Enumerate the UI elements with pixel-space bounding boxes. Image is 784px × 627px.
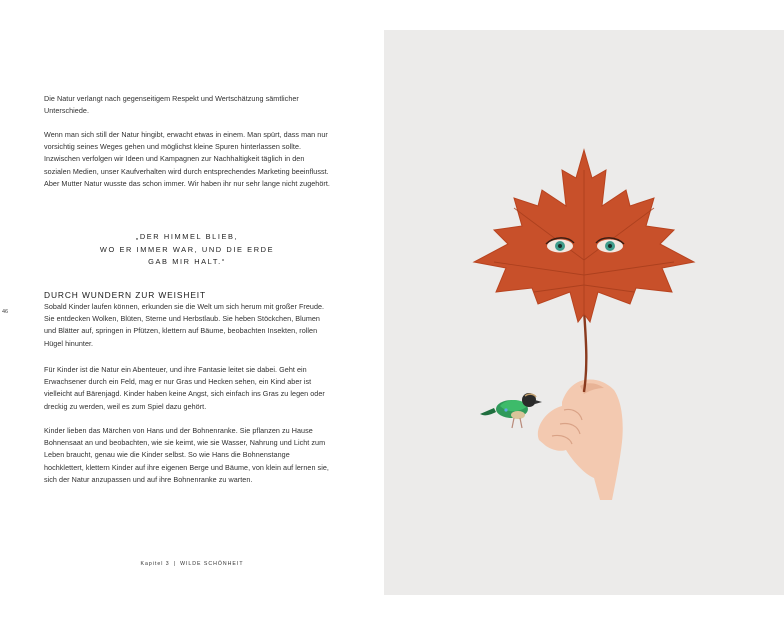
running-footer — [100, 561, 284, 567]
section-heading: DURCH WUNDERN ZUR WEISHEIT — [44, 290, 207, 300]
paragraph-beanstalk: Kinder lieben das Märchen von Hans und der Bohnenranke. Sie pflanzen zu Hause Bohnensaat an und beobachten, wie sie keimt, wie sie Wasser, Nahrung und Licht zum Leben braucht, genau wie die Kinder selbst. So wie Hans die Bohnenstange hochklettert, klettern Kinder auf ihre eigenen Berge und Bäume, von klein auf lernen sie, sich der Natur anzupassen und auf ihre Bohnenranke zu warten. — [44, 426, 329, 484]
footer-chapter: Kapitel 3 — [140, 561, 170, 567]
left-page — [0, 0, 384, 627]
leaf-stem — [584, 310, 586, 392]
paragraph-respect: Die Natur verlangt nach gegenseitigem Respekt und Wertschätzung sämtlicher Unterschiede. — [44, 94, 299, 116]
paragraph-nature-stillness: Wenn man sich still der Natur hingibt, erwacht etwas in einem. Man spürt, dass man nur vorsichtig seines Weges gehen und möglichst kleine Spuren hinterlassen sollte. Inzwischen verfolgen wir Ideen und Kampagnen zur Nachhaltigkeit täglich in den sozialen Medien, unser Kaufverhalten wird durch entsprechendes Marketing beeinflusst. Aber Mutter Natur wusste das schon immer. Wir haben ihr nur sehr lange nicht zugehört. — [44, 130, 330, 188]
footer-title: WILDE SCHÖNHEIT — [180, 561, 244, 567]
quote-line-2: WO ER IMMER WAR, UND DIE ERDE — [99, 244, 275, 254]
right-page — [384, 30, 784, 595]
maple-leaf-icon — [474, 150, 694, 322]
bird-icon — [480, 393, 542, 428]
quote-line-3: GAB MIR HALT.“ — [148, 257, 226, 267]
collage-illustration — [384, 30, 784, 595]
page-number: 46 — [2, 309, 9, 315]
paragraph-adventure: Für Kinder ist die Natur ein Abenteuer, und ihre Fantasie leitet sie dabei. Geht ein Erwachsener durch ein Feld, mag er nur Gras und Hecken sehen, ein Kind aber ist vielleicht auf Bärenjagd. Kinder haben keine Angst, sich einfach ins Gras zu legen oder dreckig zu werden, weil es zum Spiel dazu gehört. — [44, 365, 325, 411]
pull-quote — [52, 231, 322, 269]
footer-separator: | — [173, 561, 177, 567]
hand-icon — [538, 379, 623, 500]
quote-line-1: „DER HIMMEL BLIEB, — [135, 232, 239, 241]
paragraph-children-explore: Sobald Kinder laufen können, erkunden sie die Welt um sich herum mit großer Freude. Sie entdecken Wolken, Blüten, Sterne und Herbstlaub. Sie heben Stöckchen, Blumen und Blätter auf, springen in Pfützen, klettern auf Bäume, beobachten Insekten, rollen Hügel hinunter. — [44, 302, 325, 348]
